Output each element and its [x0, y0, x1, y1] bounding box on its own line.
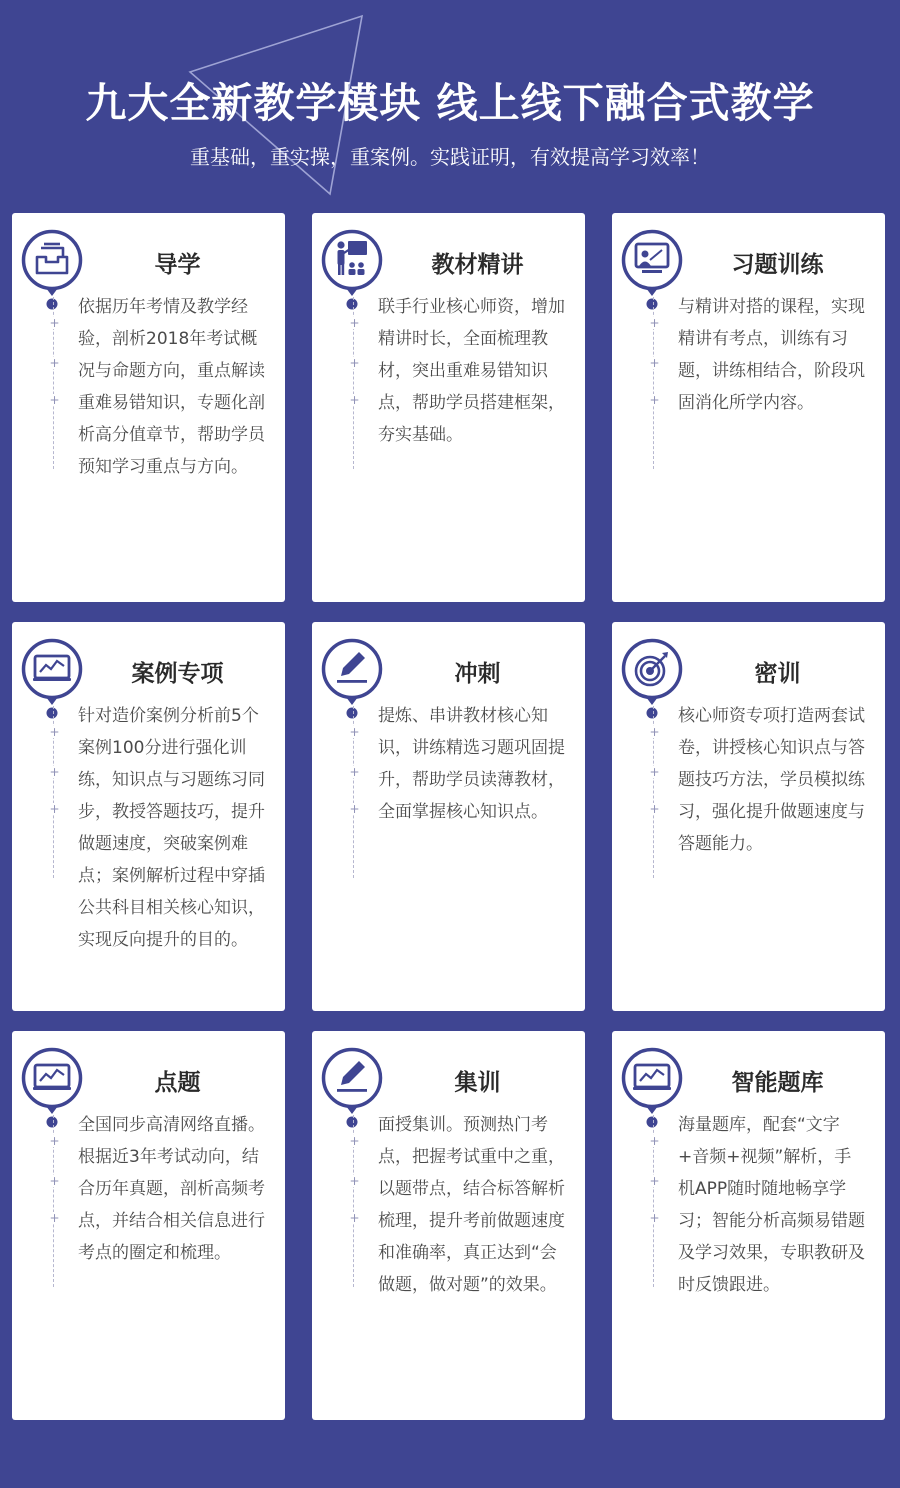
module-card [12, 1031, 285, 1420]
module-card [312, 213, 585, 602]
module-description: 海量题库，配套“文字+音频+视频”解析，手机APP随时随地畅享学习；智能分析高频易错题及学习效果，专职教研及时反馈跟进。 [678, 1115, 865, 1295]
dashed-guide: + + + [51, 1115, 57, 1287]
module-description: 联手行业核心师资，增加精讲时长，全面梳理教材，突出重难易错知识点，帮助学员搭建框架，夯实基础。 [378, 297, 565, 445]
dashed-guide: + + + [651, 1115, 657, 1287]
dashed-guide: + + + [651, 706, 657, 878]
page-subtitle: 重基础，重实操，重案例。实践证明，有效提高学习效率！ [190, 145, 710, 169]
module-title: 集训 [454, 1070, 501, 1096]
module-card [612, 1031, 885, 1420]
module-card [612, 213, 885, 602]
module-description: 面授集训。预测热门考点，把握考试重中之重，以题带点，结合标答解析梳理，提升考前做题速度和准确率，真正达到“会做题，做对题”的效果。 [378, 1115, 565, 1295]
module-title: 案例专项 [131, 661, 224, 687]
module-description: 提炼、串讲教材核心知识，讲练精选习题巩固提升，帮助学员读薄教材，全面掌握核心知识点。 [378, 706, 565, 822]
module-title: 习题训练 [731, 252, 824, 278]
dashed-guide: + + + [51, 706, 57, 878]
module-title: 智能题库 [731, 1070, 824, 1096]
dashed-guide: + + + [351, 1115, 357, 1287]
module-description: 全国同步高清网络直播。根据近3年考试动向，结合历年真题，剖析高频考点，并结合相关信息进行考点的圈定和梳理。 [78, 1115, 265, 1263]
dashed-guide: + + + [351, 706, 357, 878]
module-title: 密训 [754, 661, 801, 687]
module-card [312, 622, 585, 1011]
dashed-guide: + + + [51, 297, 57, 469]
module-title: 冲刺 [454, 661, 501, 687]
module-description: 依据历年考情及教学经验，剖析2018年考试概况与命题方向，重点解读重难易错知识，专题化剖析高分值章节，帮助学员预知学习重点与方向。 [78, 297, 265, 477]
page-title: 九大全新教学模块 线上线下融合式教学 [85, 79, 815, 127]
module-card [12, 213, 285, 602]
dashed-guide: + + + [651, 297, 657, 469]
dashed-guide: + + + [351, 297, 357, 469]
module-description: 核心师资专项打造两套试卷，讲授核心知识点与答题技巧方法，学员模拟练习，强化提升做题速度与答题能力。 [678, 706, 865, 854]
module-title: 导学 [154, 252, 201, 278]
module-card [612, 622, 885, 1011]
module-description: 针对造价案例分析前5个案例100分进行强化训练，知识点与习题练习同步，教授答题技巧，提升做题速度，突破案例难点；案例解析过程中穿插公共科目相关核心知识，实现反向提升的目的。 [78, 706, 265, 950]
module-title: 教材精讲 [431, 252, 524, 278]
module-title: 点题 [154, 1070, 201, 1096]
module-card [12, 622, 285, 1011]
module-card [312, 1031, 585, 1420]
module-description: 与精讲对搭的课程，实现精讲有考点，训练有习题，讲练相结合，阶段巩固消化所学内容。 [678, 297, 865, 413]
